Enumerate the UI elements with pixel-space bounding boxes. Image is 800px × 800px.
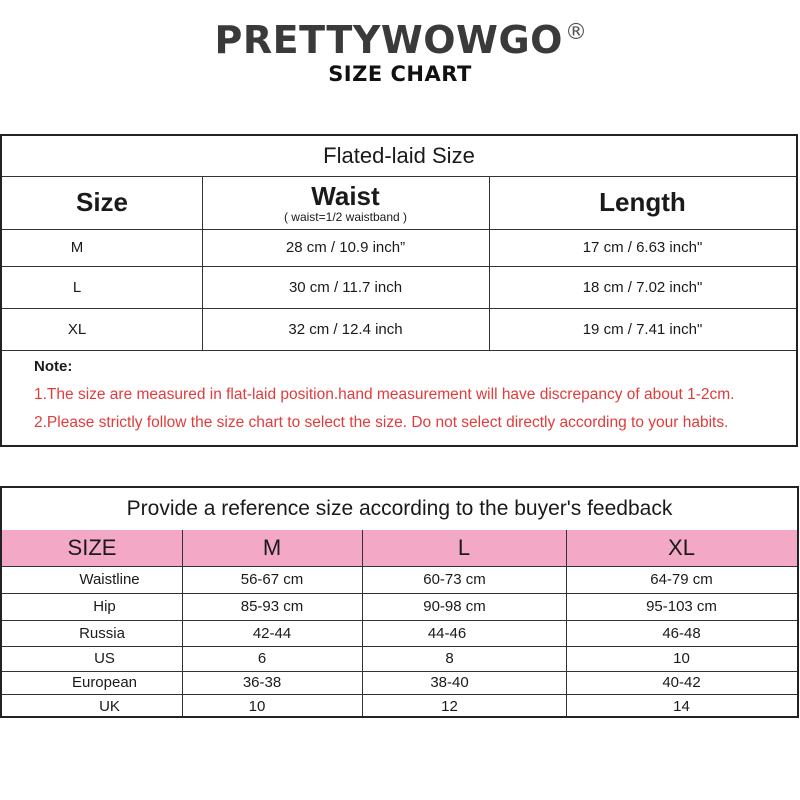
row-m: 42-44 [252, 624, 292, 642]
header-m: M [262, 535, 282, 560]
table-row [2, 620, 797, 647]
row-length: 17 cm / 6.63 inch" [582, 239, 703, 256]
row-xl: 40-42 [662, 674, 701, 691]
column-divider [566, 530, 567, 716]
row-m: 36-38 [242, 674, 282, 691]
row-m: 85-93 cm [240, 598, 304, 615]
row-m: 10 [248, 697, 266, 715]
row-size: L [72, 278, 82, 296]
row-waist: 30 cm / 11.7 inch [288, 278, 403, 296]
header-xl: XL [668, 535, 695, 560]
row-m: 56-67 cm [240, 571, 304, 588]
row-m: 6 [257, 650, 267, 667]
header-waist [202, 176, 489, 229]
row-label: Russia [79, 624, 125, 642]
table-row [2, 229, 796, 267]
column-divider [202, 176, 203, 350]
row-size: M [70, 239, 84, 256]
row-xl: 95-103 cm [646, 598, 717, 615]
flat-table-header-row [2, 176, 796, 230]
row-l: 12 [441, 697, 458, 715]
column-divider [489, 176, 490, 350]
flat-laid-size-table [0, 134, 798, 447]
row-label: UK [99, 697, 120, 715]
row-xl: 10 [673, 650, 690, 667]
row-l: 38-40 [430, 674, 469, 691]
table-row [2, 266, 796, 309]
row-size: XL [67, 320, 87, 338]
row-xl: 14 [673, 697, 690, 715]
header-length: Length [599, 187, 686, 217]
table-row [2, 694, 797, 718]
row-label: Waistline [79, 571, 140, 588]
column-divider [182, 530, 183, 716]
registered-mark: ® [564, 20, 588, 45]
reference-table-caption: Provide a reference size according to the buyer's feedback [2, 488, 797, 531]
table-row [2, 566, 797, 594]
flat-table-caption: Flated-laid Size [2, 136, 796, 177]
row-xl: 64-79 cm [650, 571, 713, 588]
table-row [2, 646, 797, 672]
row-label: European [71, 674, 138, 691]
row-xl: 46-48 [662, 624, 701, 642]
note-line-2: 2.Please strictly follow the size chart to select the size. Do not select directly according to your habits. [34, 414, 729, 431]
table-row [2, 593, 797, 621]
reference-size-table [0, 486, 799, 718]
row-l: 8 [445, 650, 454, 667]
row-l: 90-98 cm [423, 598, 486, 615]
row-waist: 28 cm / 10.9 inch” [285, 239, 406, 256]
header-size: SIZE [67, 535, 117, 560]
row-length: 19 cm / 7.41 inch" [582, 320, 703, 338]
header-waist-sub: ( waist=1/2 waistband ) [283, 209, 408, 224]
table-row [2, 671, 797, 695]
row-waist: 32 cm / 12.4 inch [288, 320, 403, 338]
row-label: US [94, 650, 115, 667]
header-size: Size [75, 187, 129, 217]
header-l: L [457, 535, 471, 560]
row-l: 60-73 cm [423, 571, 486, 588]
row-l: 44-46 [427, 624, 467, 642]
note-line-1: 1.The size are measured in flat-laid position.hand measurement will have discrepancy of about 1-2cm. [34, 386, 735, 403]
reference-header-row [2, 530, 797, 567]
table-row [2, 308, 796, 351]
size-chart-subtitle: SIZE CHART [328, 62, 472, 86]
row-label: Hip [93, 598, 116, 615]
header-waist-label: Waist [311, 180, 380, 211]
note-title: Note: [34, 358, 73, 375]
row-length: 18 cm / 7.02 inch" [582, 278, 703, 296]
column-divider [362, 530, 363, 716]
brand-title: PRETTYWOWGO® [214, 18, 588, 62]
